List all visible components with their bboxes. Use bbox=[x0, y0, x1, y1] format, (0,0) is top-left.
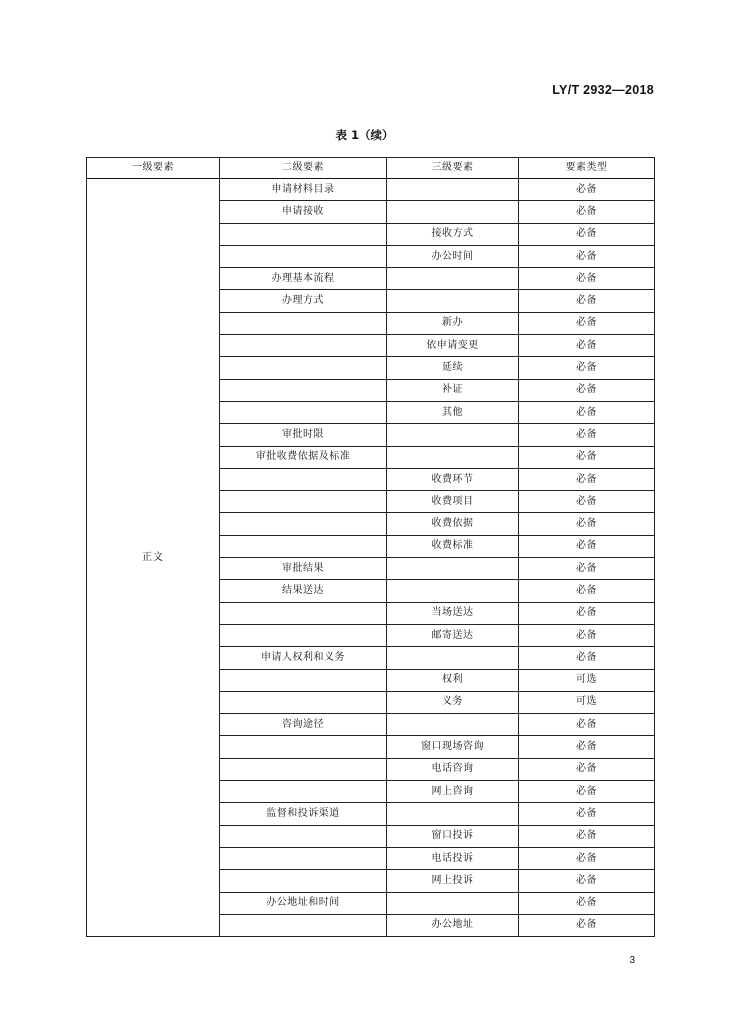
element-type-cell: 必备 bbox=[519, 781, 655, 803]
level2-element-cell bbox=[220, 379, 387, 401]
page-number: 3 bbox=[629, 955, 635, 966]
level2-element-cell bbox=[220, 758, 387, 780]
level3-element-cell: 收费依据 bbox=[387, 513, 519, 535]
column-header: 一级要素 bbox=[87, 158, 220, 179]
level3-element-cell bbox=[387, 290, 519, 312]
element-type-cell: 必备 bbox=[519, 736, 655, 758]
level3-element-cell bbox=[387, 558, 519, 580]
level2-element-cell: 申请材料目录 bbox=[220, 179, 387, 201]
level3-element-cell: 新办 bbox=[387, 312, 519, 334]
level3-element-cell bbox=[387, 580, 519, 602]
level2-element-cell bbox=[220, 870, 387, 892]
level2-element-cell: 办公地址和时间 bbox=[220, 892, 387, 914]
element-type-cell: 必备 bbox=[519, 758, 655, 780]
element-type-cell: 必备 bbox=[519, 491, 655, 513]
level3-element-cell: 延续 bbox=[387, 357, 519, 379]
level3-element-cell: 窗口现场咨询 bbox=[387, 736, 519, 758]
element-type-cell: 必备 bbox=[519, 424, 655, 446]
level3-element-cell bbox=[387, 201, 519, 223]
level2-element-cell: 审批收费依据及标准 bbox=[220, 446, 387, 468]
element-type-cell: 必备 bbox=[519, 335, 655, 357]
level3-element-cell: 邮寄送达 bbox=[387, 624, 519, 646]
level2-element-cell bbox=[220, 491, 387, 513]
column-header: 二级要素 bbox=[220, 158, 387, 179]
level3-element-cell: 补证 bbox=[387, 379, 519, 401]
element-type-cell: 必备 bbox=[519, 602, 655, 624]
element-type-cell: 可选 bbox=[519, 691, 655, 713]
level2-element-cell bbox=[220, 401, 387, 423]
element-type-cell: 必备 bbox=[519, 535, 655, 557]
element-type-cell: 必备 bbox=[519, 513, 655, 535]
element-type-cell: 必备 bbox=[519, 379, 655, 401]
level2-element-cell bbox=[220, 847, 387, 869]
element-type-cell: 必备 bbox=[519, 914, 655, 936]
table-row bbox=[87, 179, 655, 201]
level3-element-cell bbox=[387, 424, 519, 446]
element-type-cell: 必备 bbox=[519, 223, 655, 245]
level3-element-cell: 收费环节 bbox=[387, 468, 519, 490]
level2-element-cell bbox=[220, 312, 387, 334]
table-header-row bbox=[87, 158, 655, 179]
element-type-cell: 必备 bbox=[519, 558, 655, 580]
element-type-cell: 必备 bbox=[519, 201, 655, 223]
element-type-cell: 必备 bbox=[519, 892, 655, 914]
level2-element-cell bbox=[220, 245, 387, 267]
level2-element-cell: 申请人权利和义务 bbox=[220, 647, 387, 669]
level3-element-cell bbox=[387, 803, 519, 825]
level2-element-cell bbox=[220, 624, 387, 646]
level2-element-cell bbox=[220, 691, 387, 713]
level2-element-cell: 办理基本流程 bbox=[220, 268, 387, 290]
level3-element-cell: 网上投诉 bbox=[387, 870, 519, 892]
level2-element-cell bbox=[220, 535, 387, 557]
level2-element-cell: 结果送达 bbox=[220, 580, 387, 602]
level2-element-cell: 咨询途径 bbox=[220, 714, 387, 736]
level2-element-cell bbox=[220, 825, 387, 847]
element-type-cell: 必备 bbox=[519, 401, 655, 423]
level2-element-cell bbox=[220, 736, 387, 758]
element-type-cell: 必备 bbox=[519, 847, 655, 869]
level3-element-cell: 权利 bbox=[387, 669, 519, 691]
level2-element-cell: 审批结果 bbox=[220, 558, 387, 580]
level2-element-cell: 审批时限 bbox=[220, 424, 387, 446]
element-type-cell: 必备 bbox=[519, 468, 655, 490]
level3-element-cell: 当场送达 bbox=[387, 602, 519, 624]
level2-element-cell: 办理方式 bbox=[220, 290, 387, 312]
element-type-cell: 必备 bbox=[519, 624, 655, 646]
level2-element-cell bbox=[220, 223, 387, 245]
level2-element-cell: 监督和投诉渠道 bbox=[220, 803, 387, 825]
level3-element-cell: 接收方式 bbox=[387, 223, 519, 245]
level2-element-cell: 申请接收 bbox=[220, 201, 387, 223]
level2-element-cell bbox=[220, 669, 387, 691]
level3-element-cell: 依申请变更 bbox=[387, 335, 519, 357]
level2-element-cell bbox=[220, 513, 387, 535]
level3-element-cell bbox=[387, 268, 519, 290]
level1-element-cell: 正文 bbox=[87, 179, 220, 937]
level2-element-cell bbox=[220, 602, 387, 624]
element-type-cell: 必备 bbox=[519, 290, 655, 312]
element-type-cell: 必备 bbox=[519, 825, 655, 847]
level3-element-cell bbox=[387, 446, 519, 468]
level2-element-cell bbox=[220, 914, 387, 936]
level3-element-cell bbox=[387, 647, 519, 669]
element-type-cell: 必备 bbox=[519, 312, 655, 334]
level3-element-cell: 电话投诉 bbox=[387, 847, 519, 869]
element-type-cell: 必备 bbox=[519, 268, 655, 290]
level3-element-cell: 收费标准 bbox=[387, 535, 519, 557]
column-header: 要素类型 bbox=[519, 158, 655, 179]
level2-element-cell bbox=[220, 335, 387, 357]
element-type-cell: 必备 bbox=[519, 580, 655, 602]
level2-element-cell bbox=[220, 468, 387, 490]
level3-element-cell: 窗口投诉 bbox=[387, 825, 519, 847]
level2-element-cell bbox=[220, 357, 387, 379]
element-type-cell: 必备 bbox=[519, 803, 655, 825]
level3-element-cell: 网上咨询 bbox=[387, 781, 519, 803]
level3-element-cell bbox=[387, 179, 519, 201]
element-type-cell: 必备 bbox=[519, 179, 655, 201]
level2-element-cell bbox=[220, 781, 387, 803]
level3-element-cell: 电话咨询 bbox=[387, 758, 519, 780]
level3-element-cell bbox=[387, 892, 519, 914]
level3-element-cell: 其他 bbox=[387, 401, 519, 423]
element-type-cell: 必备 bbox=[519, 714, 655, 736]
element-type-cell: 必备 bbox=[519, 245, 655, 267]
level3-element-cell: 收费项目 bbox=[387, 491, 519, 513]
level3-element-cell: 办公地址 bbox=[387, 914, 519, 936]
element-table bbox=[86, 157, 655, 937]
element-type-cell: 必备 bbox=[519, 446, 655, 468]
table-body bbox=[87, 179, 655, 937]
table-title: 表 1（续） bbox=[335, 128, 394, 142]
level3-element-cell bbox=[387, 714, 519, 736]
column-header: 三级要素 bbox=[387, 158, 519, 179]
level3-element-cell: 办公时间 bbox=[387, 245, 519, 267]
element-type-cell: 必备 bbox=[519, 647, 655, 669]
standard-code: LY/T 2932—2018 bbox=[552, 83, 654, 97]
element-type-cell: 必备 bbox=[519, 357, 655, 379]
element-type-cell: 必备 bbox=[519, 870, 655, 892]
level3-element-cell: 义务 bbox=[387, 691, 519, 713]
element-type-cell: 可选 bbox=[519, 669, 655, 691]
